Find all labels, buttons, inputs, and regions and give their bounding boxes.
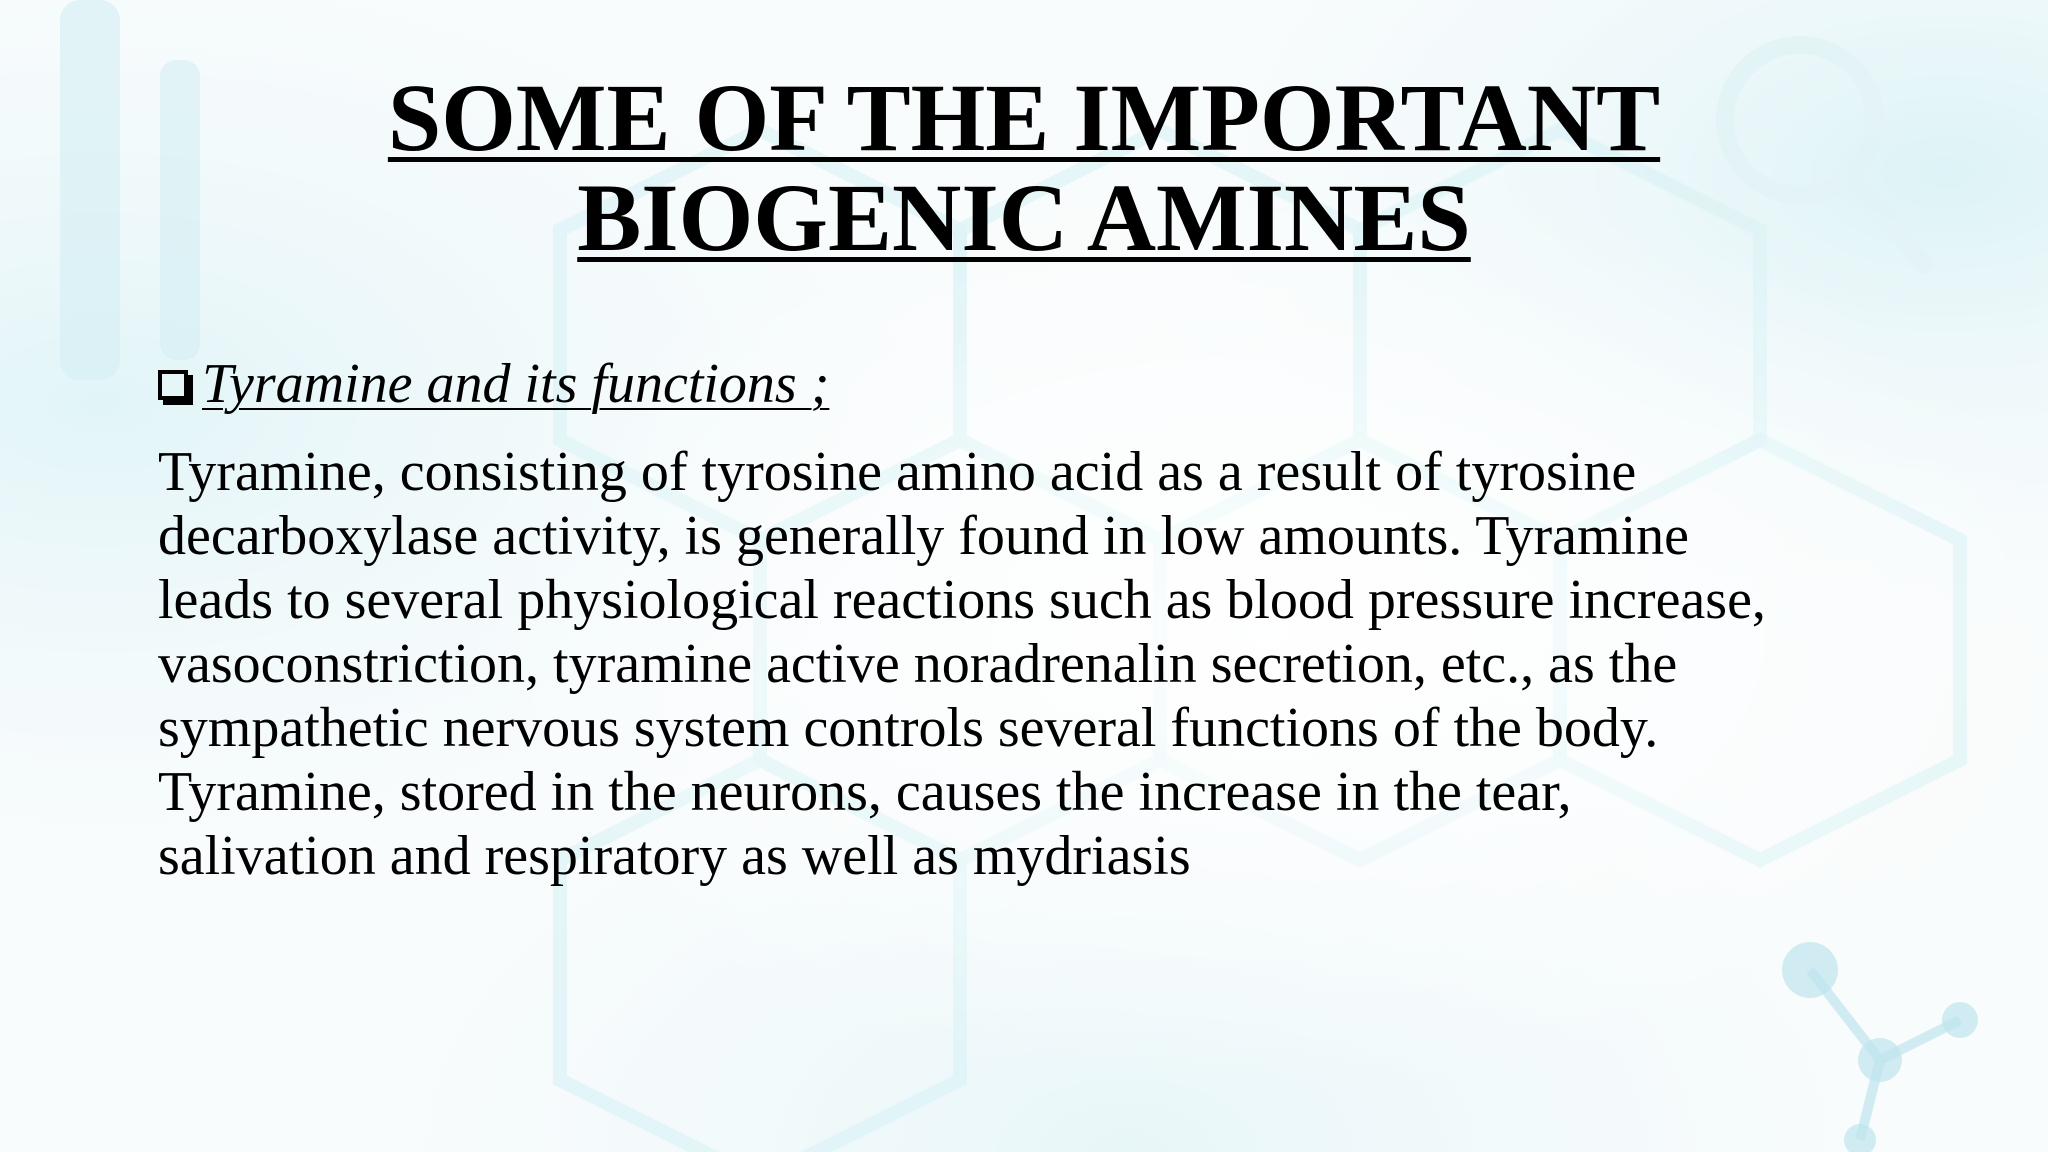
body-line: vasoconstriction, tyramine active noradrenalin secretion, etc., as the xyxy=(158,633,1678,695)
bullet-heading xyxy=(158,352,829,416)
slide-title-line2: BIOGENIC AMINES xyxy=(577,164,1471,271)
body-line: decarboxylase activity, is generally found in low amounts. Tyramine xyxy=(158,505,1690,567)
body-line: Tyramine, stored in the neurons, causes the increase in the tear, xyxy=(158,761,1572,823)
checkbox-bullet-icon xyxy=(158,370,188,400)
body-paragraph xyxy=(158,440,1958,888)
body-line: salivation and respiratory as well as mydriasis xyxy=(158,825,1191,887)
slide-title-line1: SOME OF THE IMPORTANT xyxy=(387,64,1661,171)
body-line: sympathetic nervous system controls several functions of the body. xyxy=(158,697,1659,759)
body-line: leads to several physiological reactions such as blood pressure increase, xyxy=(158,569,1766,631)
body-line: Tyramine, consisting of tyrosine amino acid as a result of tyrosine xyxy=(158,441,1637,503)
subheading: Tyramine and its functions ; xyxy=(202,353,830,415)
slide-title xyxy=(0,64,2048,271)
